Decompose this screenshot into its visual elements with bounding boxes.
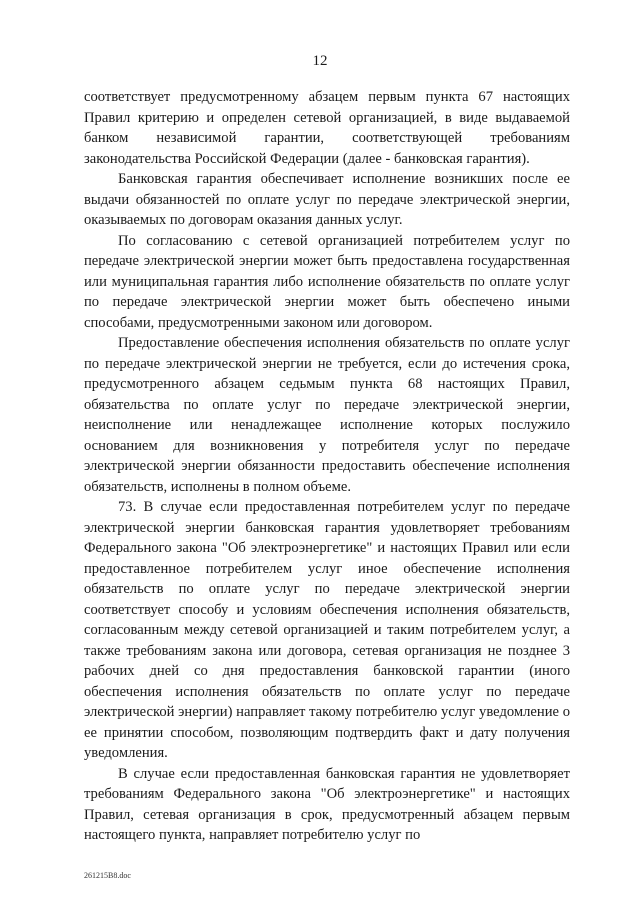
paragraph-guarantee-rejected: В случае если предоставленная банковская гарантия не удовлетворяет требованиям Федерального закона "Об электроэнергетике" и настоящих Правил, сетевая организация в срок, предусмотренный абзацем первым настоящего пункта, направляет потребителю услуг по [84,765,570,843]
paragraph-state-guarantee: По согласованию с сетевой организацией потребителем услуг по передаче электрической энергии может быть предоставлена государственная или муниципальная гарантия либо исполнение обязательств по оплате услуг по передаче электрической энергии может быть обеспечено иными способами, предусмотренными законом или договором. [84,232,570,331]
page-number: 12 [312,53,328,69]
paragraph-clause-73: 73. В случае если предоставленная потребителем услуг по передаче электрической энергии банковская гарантия удовлетворяет требованиям Федерального закона "Об электроэнергетике" и настоящих Правил или если предоставленное потребителем услуг иное обеспечение исполнения обязательств по оплате услуг по передаче электрической энергии соответствует способу и условиям обеспечения исполнения обязательств, согласованным между сетевой организацией и таким потребителем услуг, а также требованиям закона или договора, сетевая организация не позднее 3 рабочих дней со дня предоставления банковской гарантии (иного обеспечения исполнения обязательств по оплате услуг по передаче электрической энергии) направляет такому потребителю услуг уведомление о ее принятии способом, позволяющим подтвердить факт и дату получения уведомления. [84,499,570,761]
paragraph-no-security-required: Предоставление обеспечения исполнения обязательств по оплате услуг по передаче электрической энергии не требуется, если до истечения срока, предусмотренного абзацем седьмым пункта 68 настоящих Правил, обязательства по оплате услуг по передаче электрической энергии, неисполнение или ненадлежащее исполнение которых послужило основанием для возникновения у потребителя услуг по передаче электрической энергии обязанности предоставить обеспечение исполнения обязательств, исполнены в полном объеме. [84,335,570,495]
paragraph-bank-guarantee: Банковская гарантия обеспечивает исполнение возникших после ее выдачи обязанностей по оплате услуг по передаче электрической энергии, оказываемых по договорам оказания данных услуг. [84,171,570,228]
document-file-id: 261215B8.doc [84,871,131,880]
document-body [84,87,570,846]
paragraph-continuation: соответствует предусмотренному абзацем первым пункта 67 настоящих Правил критерию и определен сетевой организацией, в виде выдаваемой банком независимой гарантии, соответствующей требованиям законодательства Российской Федерации (далее - банковская гарантия). [84,89,570,167]
